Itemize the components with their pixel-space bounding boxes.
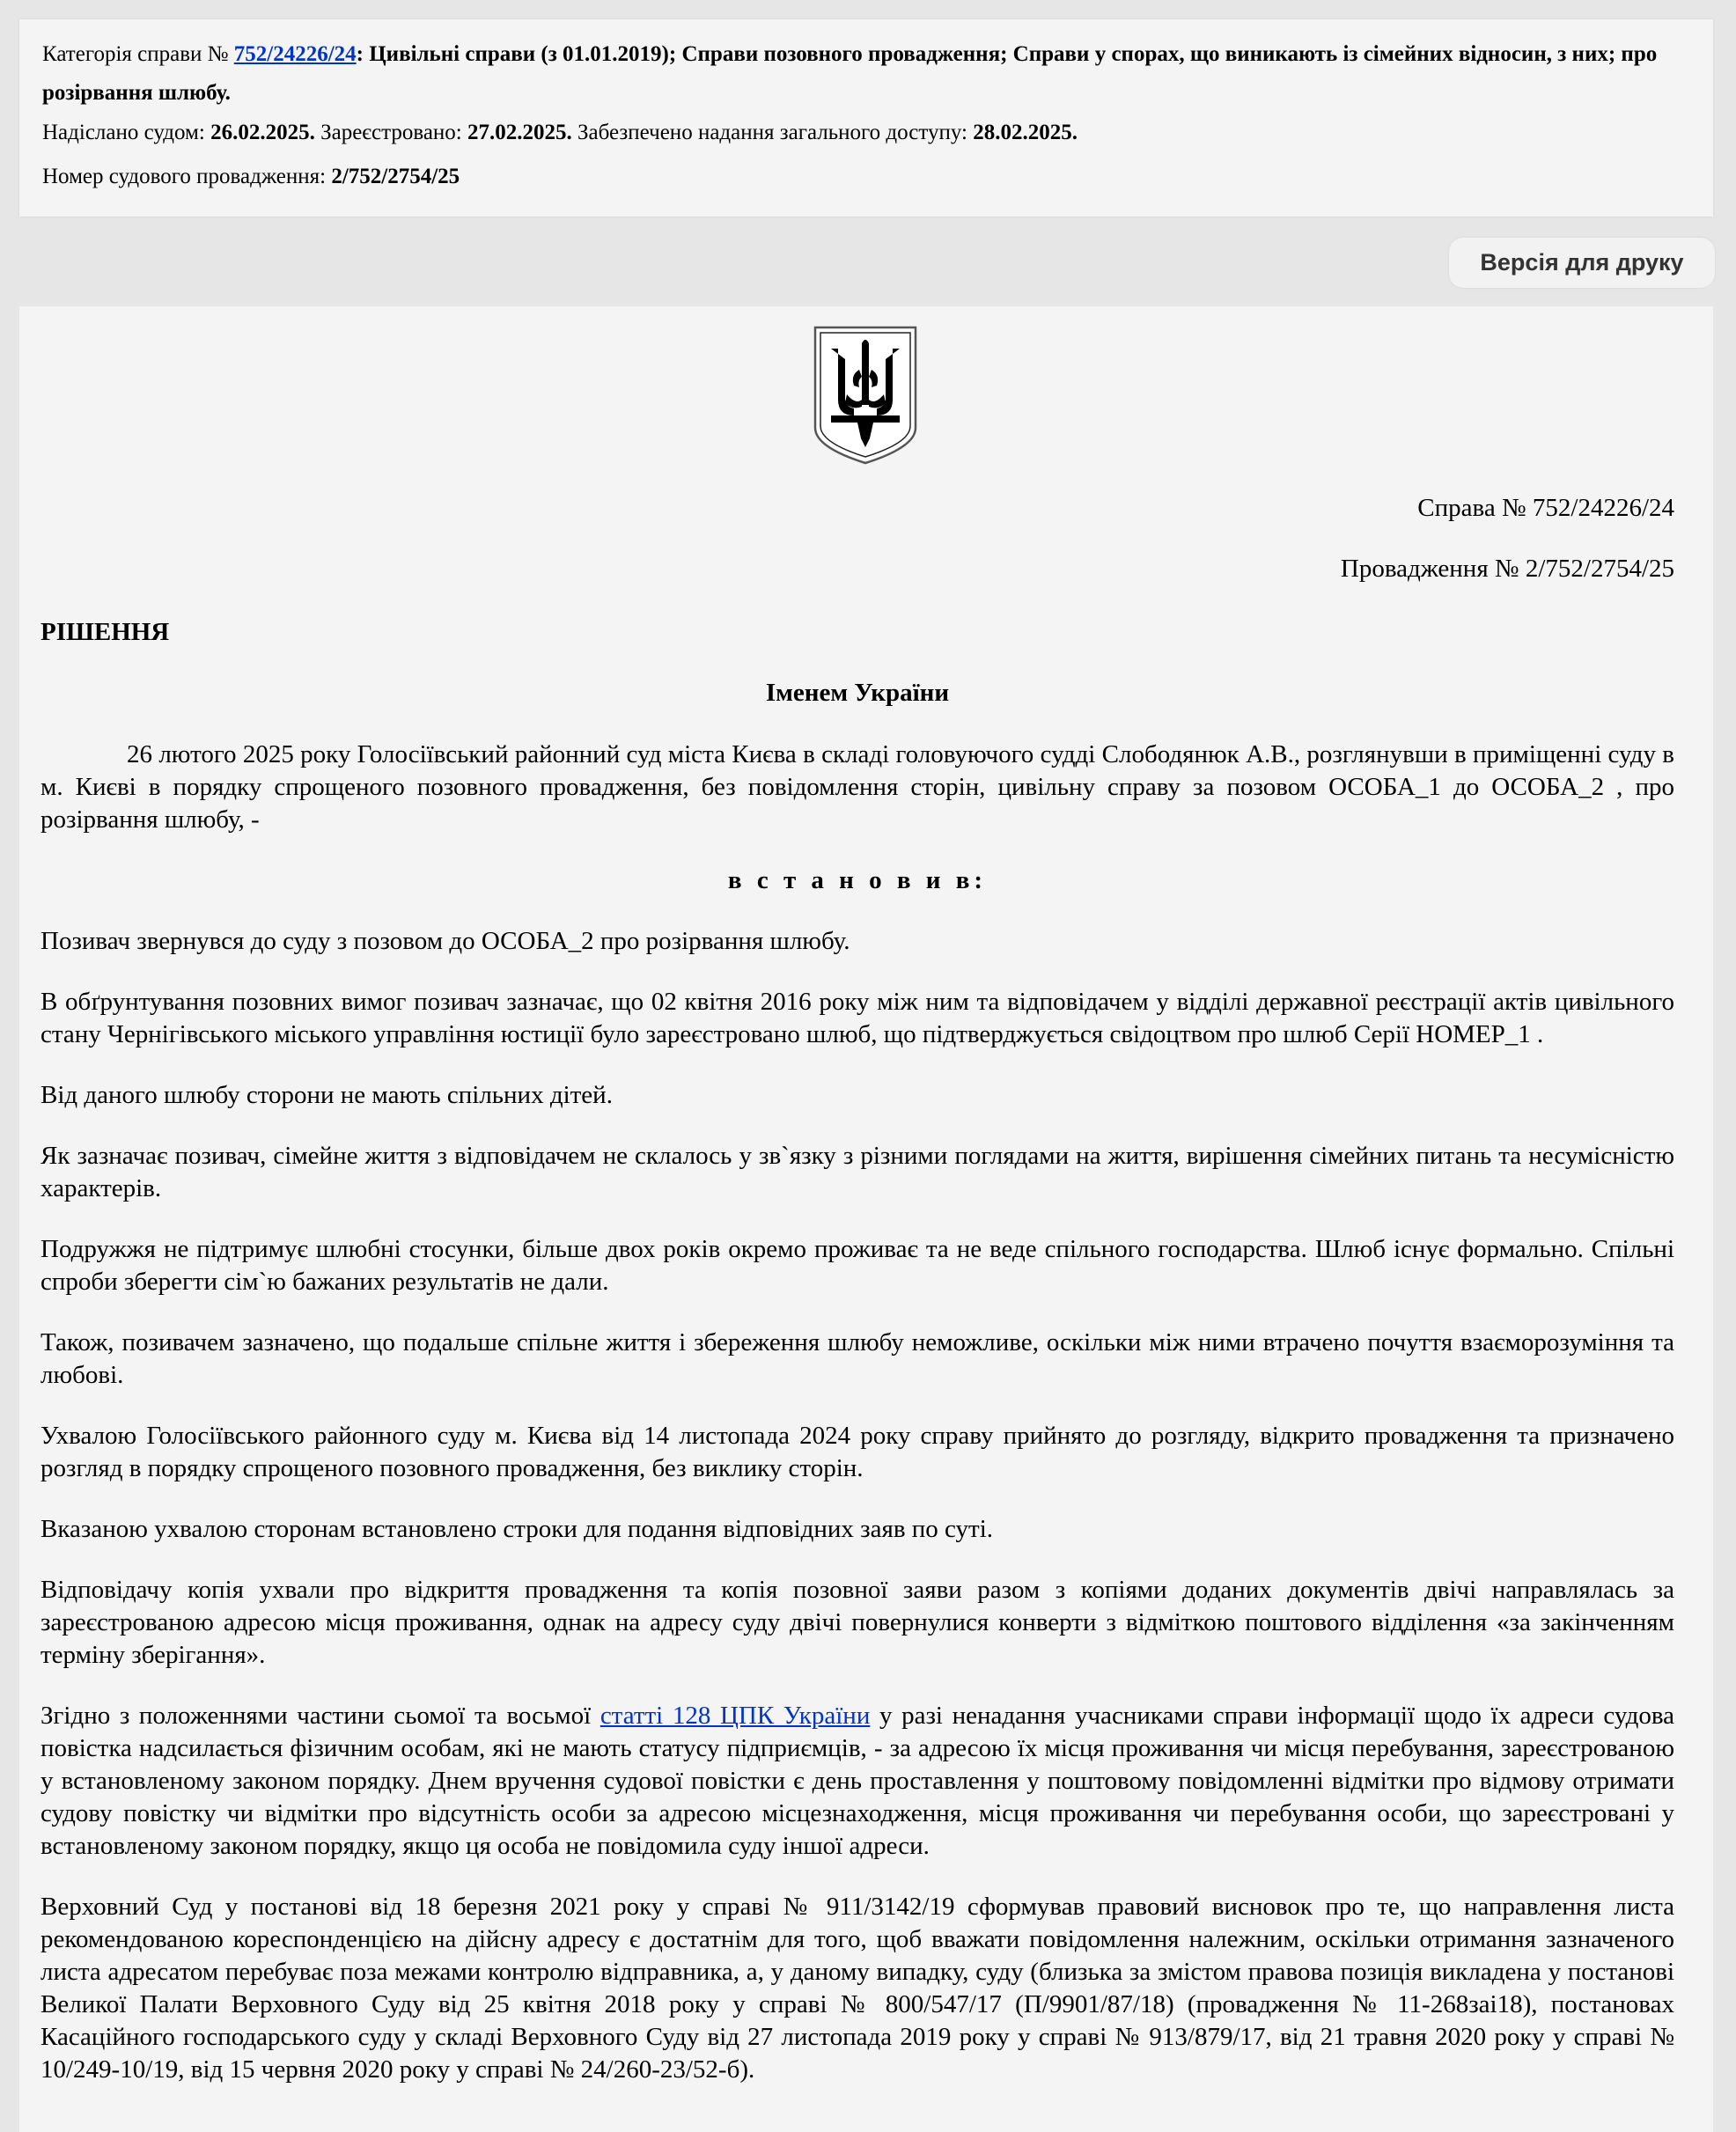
in-name-of-ukraine: Іменем України bbox=[765, 679, 950, 707]
paragraph: Від даного шлюбу сторони не мають спільних дітей. bbox=[40, 1081, 613, 1109]
paragraph-law-reference bbox=[40, 1700, 1674, 1863]
case-number-heading: Справа № 752/24226/24 bbox=[1417, 494, 1674, 522]
article-128-link[interactable]: статті 128 ЦПК України bbox=[600, 1702, 871, 1730]
paragraph: Також, позивачем зазначено, що подальше спільне життя і збереження шлюбу неможливе, оскільки між ними втрачено почуття взаєморозуміння та любові. bbox=[40, 1328, 1674, 1389]
sent-date: 26.02.2025. bbox=[210, 121, 315, 144]
document-body bbox=[40, 616, 1674, 2114]
paragraph: Як зазначає позивач, сімейне життя з відповідачем не склалось у зв`язку з різними поглядами на життя, вирішення сімейних питань та несумісністю характерів. bbox=[40, 1142, 1674, 1202]
sent-label: Надіслано судом: bbox=[42, 121, 211, 144]
trident-coat-of-arms-icon bbox=[812, 324, 919, 467]
intro-paragraph: 26 лютого 2025 року Голосіївський районний суд міста Києва в складі головуючого судді Слободянюк А.В., розглянувши в приміщенні суду в м. Києві в порядку спрощеного позовного провадження, без повідомлення сторін, цивільну справу за позовом ОСОБА_1 до ОСОБА_2 , про розірвання шлюбу, - bbox=[40, 740, 1674, 834]
dates-line bbox=[42, 114, 1692, 152]
proceeding-line bbox=[42, 158, 1692, 196]
paragraph: Подружжя не підтримує шлюбні стосунки, більше двох років окремо проживає та не веде спільного господарства. Шлюб існує формально. Спільні спроби зберегти сім`ю бажаних результатів не дали. bbox=[40, 1235, 1674, 1296]
text-span: у разі ненадання учасниками справи інформації щодо їх адреси судова повістка надсилається фізичним особам, які не мають статусу підприємців, - за адресою їх місця проживання чи місця перебування, зареєстрованою у встановленому законом порядку. Днем вручення судової повістки є день проставлення у поштовому повідомленні відмітки про відмову отримати судову повістку чи відмітки про відсутність особи за адресою місцезнаходження, місця проживання чи перебування особи, що зареєстровані у встановленому законом порядку, якщо ця особа не повідомила суду іншої адреси. bbox=[40, 1702, 1675, 1860]
decision-document bbox=[19, 306, 1713, 2132]
category-text: : Цивільні справи (з 01.01.2019); Справи позовного провадження; Справи у спорах, що виникають із сімейних відносин, з них; про розірвання шлюбу. bbox=[42, 42, 1658, 105]
registered-date: 27.02.2025. bbox=[467, 121, 572, 144]
case-info-panel bbox=[19, 19, 1713, 217]
decision-title: РІШЕННЯ bbox=[40, 618, 170, 646]
paragraph: Відповідачу копія ухвали про відкриття провадження та копія позовної заяви разом з копіями доданих документів двічі направлялась за зареєстрованою адресою місця проживання, однак на адресу суду двічі повернулися конверти з відміткою поштового відділення «за закінченням терміну зберігання». bbox=[40, 1576, 1674, 1669]
proceeding-number: 2/752/2754/25 bbox=[331, 165, 460, 188]
paragraph: Позивач звернувся до суду з позовом до ОСОБА_2 про розірвання шлюбу. bbox=[40, 927, 850, 955]
paragraph: Ухвалою Голосіївського районного суду м. Києва від 14 листопада 2024 року справу прийнято до розгляду, відкрито провадження та призначено розгляд в порядку спрощеного позовного провадження, без виклику сторін. bbox=[40, 1422, 1674, 1482]
access-date: 28.02.2025. bbox=[973, 121, 1078, 144]
text-span: Згідно з положеннями частини сьомої та восьмої bbox=[40, 1702, 600, 1730]
registered-label: Зареєстровано: bbox=[314, 121, 467, 144]
print-version-button[interactable]: Версія для друку bbox=[1449, 238, 1715, 288]
paragraph: Верховний Суд у постанові від 18 березня 2021 року у справі № 911/3142/19 сформував правовий висновок про те, що направлення листа рекомендованою кореспонденцією на дійсну адресу є достатнім для того, щоб вважати повідомлення належним, оскільки отримання зазначеного листа адресатом перебуває поза межами контролю відправника, а, у даному випадку, суду (близька за змістом правова позиція викладена у постанові Великої Палати Верховного Суду від 25 квітня 2018 року у справі № 800/547/17 (П/9901/87/18) (провадження № 11-268заі18), постановах Касаційного господарського суду у складі Верховного Суду від 27 листопада 2019 року у справі № 913/879/17, від 21 травня 2020 року у справі № 10/249-10/19, від 15 червня 2020 року у справі № 24/260-23/52-б). bbox=[40, 1893, 1674, 2084]
category-prefix: Категорія справи № bbox=[42, 42, 234, 66]
paragraph: Вказаною ухвалою сторонам встановлено строки для подання відповідних заяв по суті. bbox=[40, 1515, 994, 1543]
case-number-link[interactable]: 752/24226/24 bbox=[233, 42, 357, 66]
paragraph: В обґрунтування позовних вимог позивач зазначає, що 02 квітня 2016 року між ним та відповідачем у відділі державної реєстрації актів цивільного стану Чернігівського міського управління юстиції було зареєстровано шлюб, що підтверджується свідоцтвом про шлюб Серії НОМЕР_1 . bbox=[40, 988, 1674, 1048]
proceeding-number-heading: Провадження № 2/752/2754/25 bbox=[1340, 555, 1674, 583]
proceeding-label: Номер судового провадження: bbox=[42, 165, 332, 188]
established-heading: в с т а н о в и в: bbox=[727, 866, 988, 894]
access-label: Забезпечено надання загального доступу: bbox=[571, 121, 974, 144]
case-category-line bbox=[42, 35, 1692, 113]
